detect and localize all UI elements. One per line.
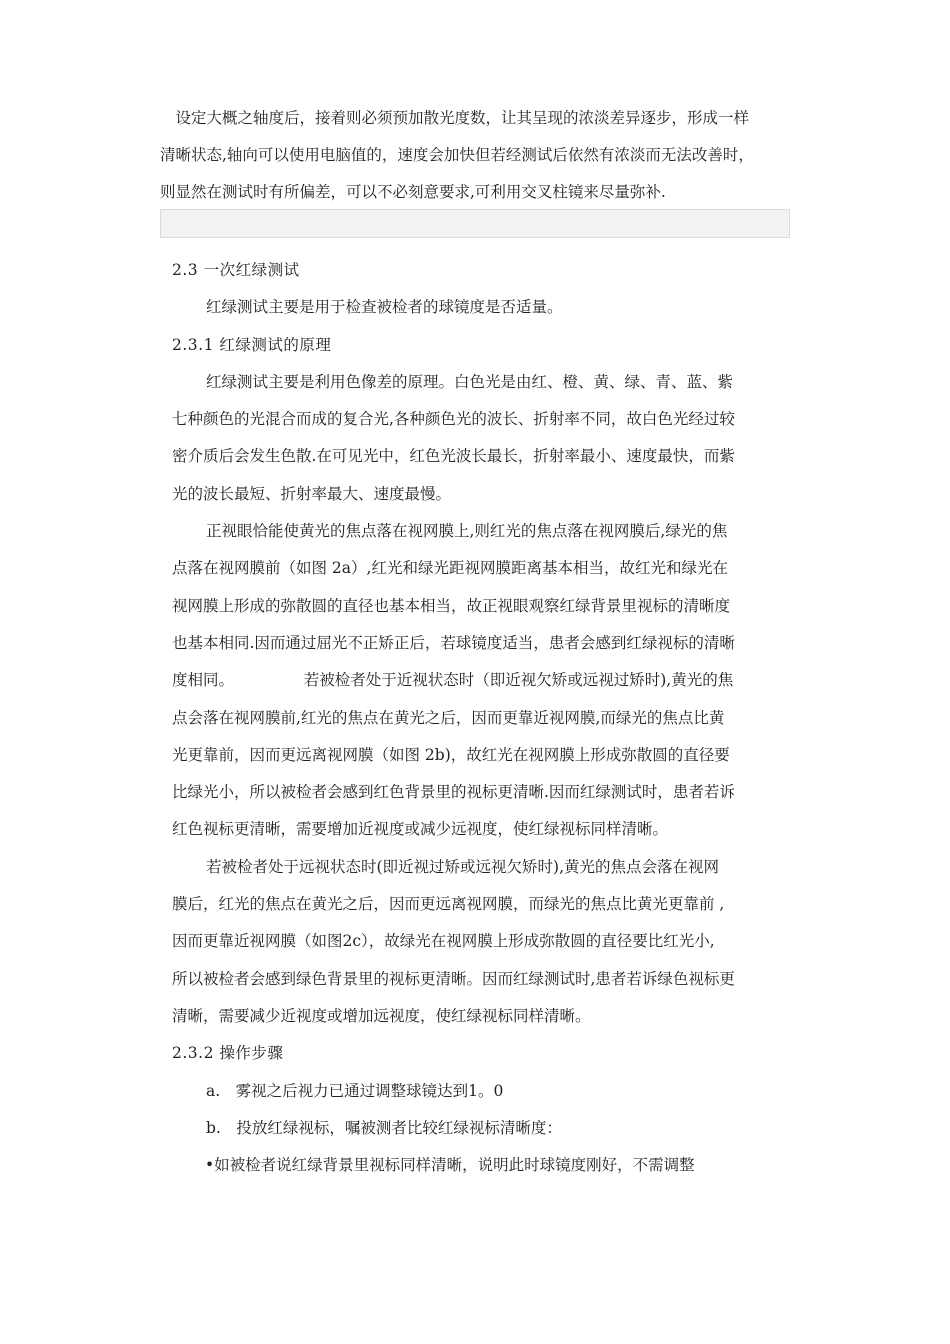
paragraph-line: 视网膜上形成的弥散圆的直径也基本相当，故正视眼观察红绿背景里视标的清晰度 [172, 596, 731, 615]
empty-code-block [160, 209, 790, 238]
paragraph-line: 膜后，红光的焦点在黄光之后，因而更远离视网膜，而绿光的焦点比黄光更靠前 , [172, 895, 725, 914]
main-content [172, 252, 802, 1184]
paragraph-line: 红绿测试主要是利用色像差的原理。白色光是由红、橙、黄、绿、青、蓝、紫 [206, 372, 734, 391]
paragraph-line: 密介质后会发生色散.在可见光中，红色光波长最长，折射率最小、速度最快，而紫 [172, 447, 735, 466]
paragraph-line: 光的波长最短、折射率最大、速度最慢。 [172, 484, 452, 503]
paragraph-line: 比绿光小，所以被检者会感到红色背景里的视标更清晰.因而红绿测试时，患者若诉 [172, 783, 735, 802]
paragraph-line: 度相同。 若被检者处于近视状态时（即近视欠矫或远视过矫时),黄光的焦 [172, 671, 734, 690]
paragraph-line: 因而更靠近视网膜（如图2c），故绿光在视网膜上形成弥散圆的直径要比红光小, [172, 932, 715, 951]
paragraph-line: 若被检者处于远视状态时(即近视过矫或远视欠矫时),黄光的焦点会落在视网 [206, 857, 720, 876]
section-heading-2-3-1: 2.3.1 红绿测试的原理 [172, 335, 332, 354]
section-heading-2-3-2: 2.3.2 操作步骤 [172, 1044, 284, 1063]
paragraph-line: 红色视标更清晰，需要增加近视度或减少远视度，使红绿视标同样清晰。 [172, 820, 669, 839]
step-a: a. 雾视之后视力已通过调整球镜达到1。0 [206, 1081, 504, 1100]
step-b: b. 投放红绿视标，嘱被测者比较红绿视标清晰度： [206, 1118, 562, 1137]
intro-line: 设定大概之轴度后，接着则必须预加散光度数，让其呈现的浓淡差异逐步，形成一样 [160, 109, 750, 127]
section-heading-2-3: 2.3 一次红绿测试 [172, 261, 300, 279]
bullet-item: •如被检者说红绿背景里视标同样清晰，说明此时球镜度刚好，不需调整 [205, 1156, 695, 1175]
intro-paragraph [160, 100, 800, 211]
paragraph-line: 所以被检者会感到绿色背景里的视标更清晰。因而红绿测试时,患者若诉绿色视标更 [172, 969, 735, 988]
paragraph-line: 清晰，需要减少近视度或增加远视度，使红绿视标同样清晰。 [172, 1006, 591, 1025]
paragraph-line: 点会落在视网膜前,红光的焦点在黄光之后，因而更靠近视网膜,而绿光的焦点比黄 [172, 708, 725, 727]
paragraph-line: 正视眼恰能使黄光的焦点落在视网膜上,则红光的焦点落在视网膜后,绿光的焦 [206, 522, 728, 541]
section-summary: 红绿测试主要是用于检查被检者的球镜度是否适量。 [206, 298, 563, 317]
intro-line: 则显然在测试时有所偏差，可以不必刻意要求,可利用交叉柱镜来尽量弥补. [160, 183, 666, 201]
paragraph-line: 点落在视网膜前（如图 2a）,红光和绿光距视网膜距离基本相当，故红光和绿光在 [172, 559, 728, 578]
paragraph-line: 七种颜色的光混合而成的复合光,各种颜色光的波长、折射率不同，故白色光经过较 [172, 410, 735, 429]
paragraph-line: 也基本相同.因而通过屈光不正矫正后，若球镜度适当，患者会感到红绿视标的清晰 [172, 633, 735, 652]
intro-line: 清晰状态,轴向可以使用电脑值的，速度会加快但若经测试后依然有浓淡而无法改善时， [160, 146, 754, 164]
paragraph-line: 光更靠前，因而更远离视网膜（如图 2b)，故红光在视网膜上形成弥散圆的直径要 [172, 745, 730, 764]
